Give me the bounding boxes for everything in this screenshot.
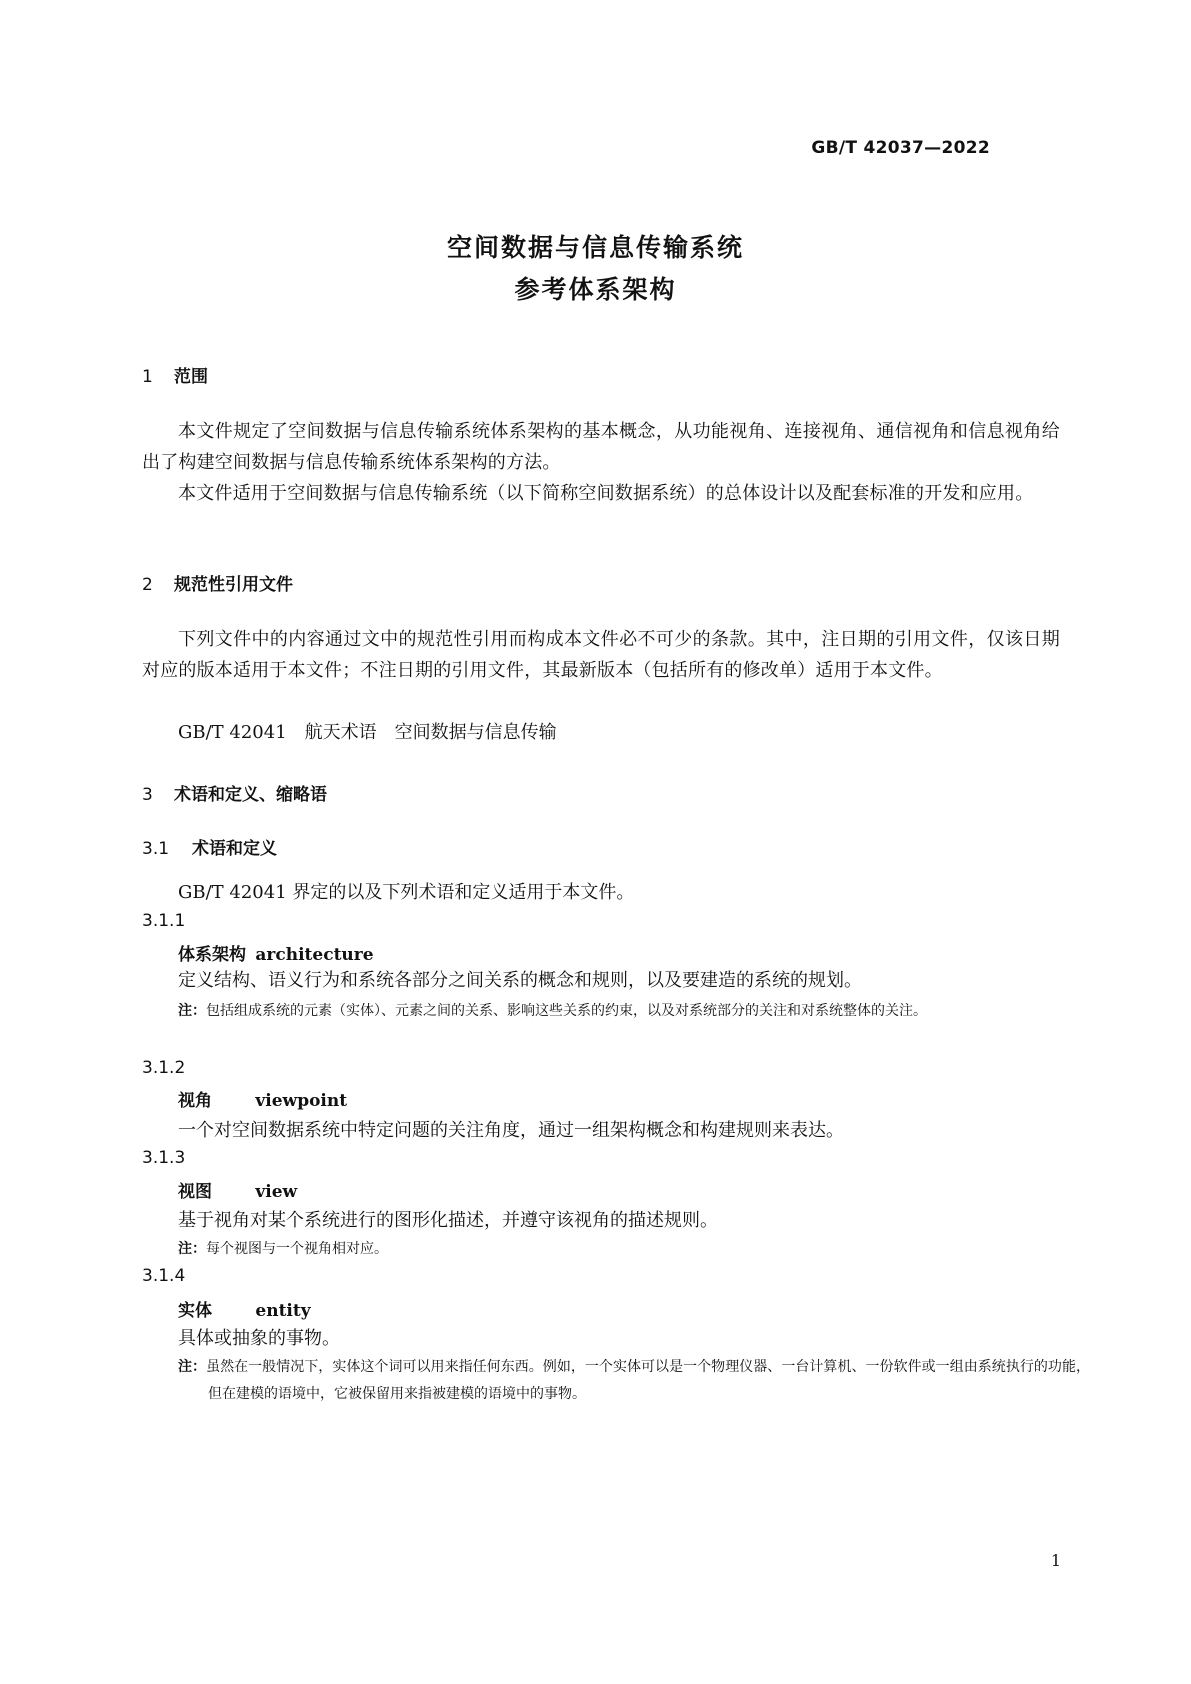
term-heading	[178, 1086, 347, 1111]
terms-intro: GB/T 42041 界定的以及下列术语和定义适用于本文件。	[178, 882, 635, 903]
term-heading	[178, 1296, 311, 1321]
note-text: 虽然在一般情况下，实体这个词可以用来指任何东西。例如，一个实体可以是一个物理仪器、一台计算机、一份软件或一组由系统执行的功能，但在建模的语境中，它被保留用来指被建模的语境中的事物。	[206, 1359, 1090, 1402]
note-label: 注：	[178, 1241, 206, 1257]
section-number: 3	[142, 785, 153, 805]
term-definition: 具体或抽象的事物。	[178, 1328, 340, 1349]
term-definition: 一个对空间数据系统中特定问题的关注角度，通过一组架构概念和构建规则来表达。	[178, 1120, 844, 1141]
note-label: 注：	[178, 1003, 206, 1019]
section-3-heading	[142, 780, 327, 805]
term-heading	[178, 1177, 297, 1202]
term-chinese: 体系架构	[178, 945, 246, 965]
section-2-heading	[142, 570, 293, 595]
term-number: 3.1.2	[142, 1058, 186, 1078]
subsection-title: 术语和定义	[192, 839, 277, 859]
normative-reference: GB/T 42041 航天术语 空间数据与信息传输	[178, 722, 557, 743]
term-chinese: 实体	[178, 1301, 212, 1321]
section-number: 2	[142, 575, 153, 595]
term-note	[178, 998, 1090, 1025]
term-number: 3.1.1	[142, 911, 186, 931]
note-text: 包括组成系统的元素（实体）、元素之间的关系、影响这些关系的约束，以及对系统部分的关注和对系统整体的关注。	[206, 1003, 927, 1019]
term-note	[178, 1354, 1090, 1408]
section-1-paragraph-1: 本文件规定了空间数据与信息传输系统体系架构的基本概念，从功能视角、连接视角、通信视角和信息视角给出了构建空间数据与信息传输系统体系架构的方法。	[142, 421, 1060, 473]
standard-number: GB/T 42037—2022	[811, 138, 990, 158]
section-1-heading	[142, 362, 208, 387]
term-english: view	[255, 1182, 298, 1202]
note-label: 注：	[178, 1359, 207, 1375]
term-chinese: 视角	[178, 1091, 212, 1111]
section-number: 1	[142, 367, 153, 387]
document-title-line-1: 空间数据与信息传输系统	[446, 233, 744, 262]
page-number: 1	[1050, 1551, 1061, 1570]
term-note	[178, 1236, 1090, 1263]
section-title: 术语和定义、缩略语	[174, 785, 327, 805]
note-text: 每个视图与一个视角相对应。	[206, 1241, 388, 1257]
term-english: architecture	[255, 945, 374, 965]
term-english: entity	[255, 1301, 311, 1321]
term-chinese: 视图	[178, 1182, 212, 1202]
section-2-paragraph: 下列文件中的内容通过文中的规范性引用而构成本文件必不可少的条款。其中，注日期的引用文件，仅该日期对应的版本适用于本文件；不注日期的引用文件，其最新版本（包括所有的修改单）适用于本文件。	[142, 629, 1060, 681]
term-number: 3.1.4	[142, 1266, 186, 1286]
term-number: 3.1.3	[142, 1148, 186, 1168]
section-title: 规范性引用文件	[174, 575, 293, 595]
section-title: 范围	[174, 367, 208, 387]
subsection-3-1-heading	[142, 834, 277, 859]
term-definition: 定义结构、语义行为和系统各部分之间关系的概念和规则，以及要建造的系统的规划。	[178, 970, 862, 991]
section-1-paragraph-2: 本文件适用于空间数据与信息传输系统（以下简称空间数据系统）的总体设计以及配套标准的开发和应用。	[178, 483, 1034, 504]
term-english: viewpoint	[255, 1091, 348, 1111]
subsection-number: 3.1	[142, 839, 170, 859]
document-title-line-2: 参考体系架构	[514, 275, 677, 304]
term-definition: 基于视角对某个系统进行的图形化描述，并遵守该视角的描述规则。	[178, 1210, 718, 1231]
term-heading	[178, 940, 374, 965]
